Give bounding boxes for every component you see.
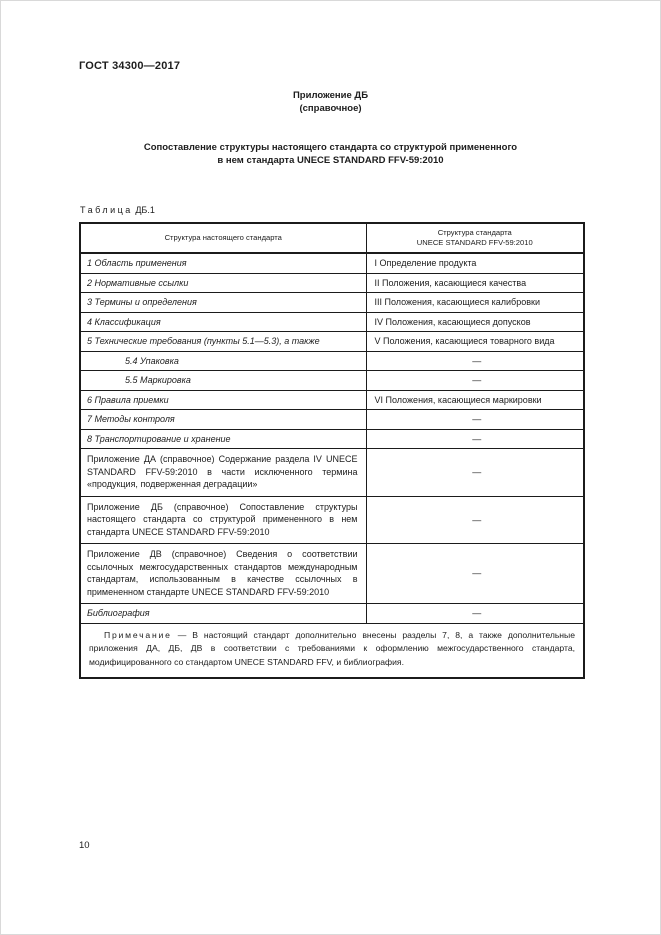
table-caption-word: Таблица [80,205,133,215]
table-cell-left: 6 Правила приемки [80,390,366,410]
table-cell-left: 2 Нормативные ссылки [80,273,366,293]
page-number: 10 [79,840,90,851]
column-header-current-standard: Структура настоящего стандарта [80,223,366,253]
table-cell-right: — [366,410,584,430]
table-cell-right: — [366,371,584,391]
table-row [80,312,584,332]
table-row [80,410,584,430]
table-cell-right: — [366,544,584,604]
table-row [80,253,584,273]
table-cell-left: 5.5 Маркировка [80,371,366,391]
page-title-line2: в нем стандарта UNECE STANDARD FFV-59:2010 [217,155,444,166]
page-title-line1: Сопоставление структуры настоящего стандарта со структурой примененного [143,142,518,153]
table-cell-right: — [366,429,584,449]
table-cell-right: V Положения, касающиеся товарного вида [366,332,584,352]
appendix-type: (справочное) [299,103,362,114]
table-row [80,604,584,624]
table-cell-left: 5.4 Упаковка [80,351,366,371]
comparison-table [79,222,585,679]
table-cell-left: 7 Методы контроля [80,410,366,430]
table-cell-right: — [366,449,584,497]
doc-code: ГОСТ 34300—2017 [79,60,181,72]
table-cell-right: III Положения, касающиеся калибровки [366,293,584,313]
table-cell-right: — [366,351,584,371]
table-caption [80,205,155,215]
column-header-unece-line1: Структура стандарта [437,227,512,237]
table-note [80,623,584,678]
table-cell-left: Приложение ДА (справочное) Содержание раздела IV UNECE STANDARD FFV-59:2010 в части исключенного термина «продукция, подверженная деградации» [80,449,366,497]
note-text: — В настоящий стандарт дополнительно внесены разделы 7, 8, а также дополнительные приложения ДА, ДБ, ДВ в соответствии с требованиями к оформлению межгосударственного стандарта, модифицированного со стандартом UNECE STANDARD FFV, и библиография. [89,629,576,667]
table-caption-number: ДБ.1 [135,205,155,215]
table-cell-left: Приложение ДБ (справочное) Сопоставление структуры настоящего стандарта со структурой примененного в нем стандарта UNECE STANDARD FFV-59:2010 [80,496,366,544]
table-row [80,544,584,604]
table-row [80,449,584,497]
page-title [1,141,660,167]
table-note-row [80,623,584,678]
table-row [80,293,584,313]
column-header-unece-line2: UNECE STANDARD FFV-59:2010 [416,238,533,247]
table-cell-right: I Определение продукта [366,253,584,273]
table-row [80,390,584,410]
table-row [80,429,584,449]
column-header-unece-standard [366,223,584,253]
table-row [80,496,584,544]
table-row [80,371,584,391]
appendix-header [1,89,660,115]
table-cell-left: 4 Классификация [80,312,366,332]
table-cell-left: 8 Транспортирование и хранение [80,429,366,449]
table-row [80,332,584,352]
table-cell-left: 5 Технические требования (пункты 5.1—5.3), а также [80,332,366,352]
table-row [80,351,584,371]
appendix-label: Приложение ДБ [292,90,369,101]
table-cell-right: IV Положения, касающиеся допусков [366,312,584,332]
table-cell-right: VI Положения, касающиеся маркировки [366,390,584,410]
table-cell-left: Приложение ДВ (справочное) Сведения о соответствии ссылочных межгосударственных стандартов международным стандартам, использованным в качестве ссылочных в примененном стандарте UNECE STANDARD FFV-59:2010 [80,544,366,604]
table-row [80,273,584,293]
note-label: Примечание [104,629,172,640]
table-cell-right: II Положения, касающиеся качества [366,273,584,293]
table-cell-right: — [366,604,584,624]
table-cell-right: — [366,496,584,544]
table-cell-left: Библиография [80,604,366,624]
table-cell-left: 3 Термины и определения [80,293,366,313]
table-header-row [80,223,584,253]
table-cell-left: 1 Область применения [80,253,366,273]
